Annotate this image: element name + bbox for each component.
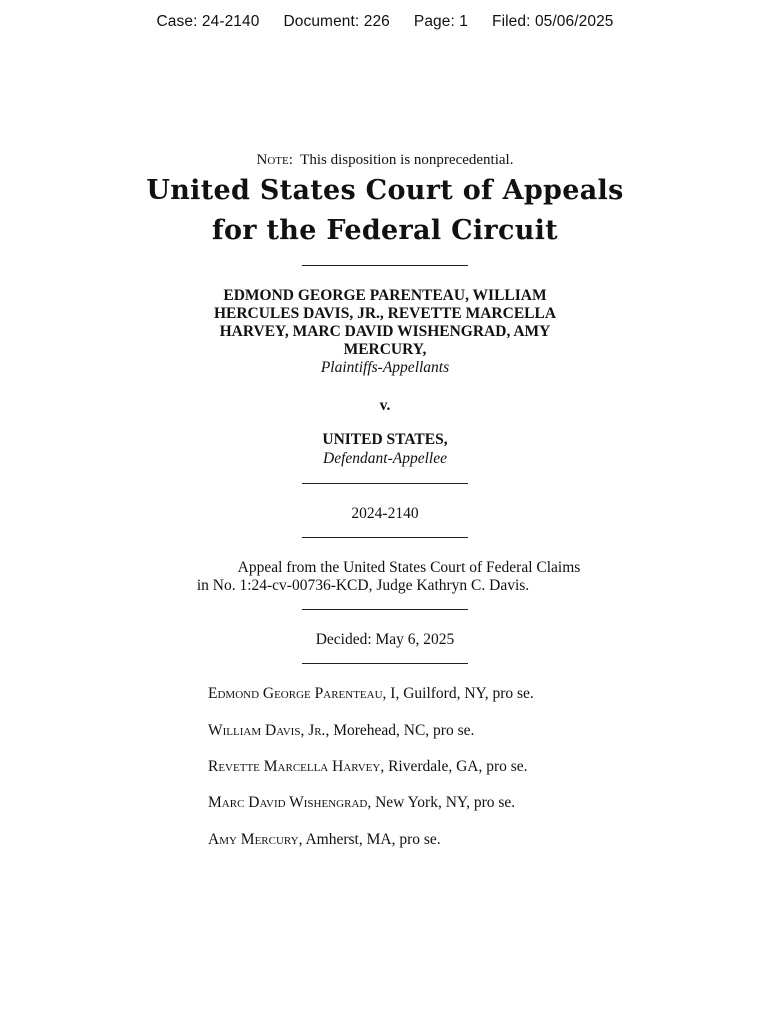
court-title-line2: for the Federal Circuit [212, 215, 558, 246]
note-text: This disposition is nonprecedential. [300, 152, 514, 168]
plaintiffs-names [0, 287, 770, 359]
counsel-entry [208, 722, 474, 740]
counsel-name: Marc David Wishengrad [208, 794, 368, 811]
counsel-details: , New York, NY, pro se. [367, 794, 516, 811]
counsel-details: , I, Guilford, NY, pro se. [382, 685, 534, 702]
divider [302, 537, 468, 538]
counsel-name: William Davis, Jr. [208, 722, 326, 739]
counsel-name: Revette Marcella Harvey [208, 758, 381, 775]
divider [302, 609, 468, 610]
decided-date: Decided: May 6, 2025 [315, 631, 455, 648]
filing-header [0, 13, 770, 31]
counsel-entry [208, 685, 534, 703]
note-label: Note: [256, 152, 293, 168]
document-number: Document: 226 [283, 13, 390, 30]
counsel-details: , Riverdale, GA, pro se. [380, 758, 528, 775]
docket-number: 2024-2140 [351, 505, 419, 522]
divider [302, 265, 468, 266]
defendant-name: UNITED STATES, [322, 431, 448, 448]
plaintiffs-name-line: HARVEY, MARC DAVID WISHENGRAD, AMY [219, 323, 551, 340]
appeal-line1: Appeal from the United States Court of Federal Claims [237, 559, 581, 576]
counsel-name: Amy Mercury [208, 831, 299, 848]
defendant-role: Defendant-Appellee [323, 450, 447, 467]
counsel-details: , Amherst, MA, pro se. [298, 831, 441, 848]
appeal-line2: in No. 1:24-cv-00736-KCD, Judge Kathryn C. Davis. [196, 577, 530, 594]
plaintiffs-name-line: MERCURY, [343, 341, 427, 358]
counsel-entry [208, 758, 528, 776]
plaintiffs-name-line: HERCULES DAVIS, JR., REVETTE MARCELLA [213, 305, 557, 322]
divider [302, 483, 468, 484]
court-title-line1: United States Court of Appeals [146, 175, 624, 206]
versus: v. [379, 397, 391, 414]
plaintiffs-name-line: EDMOND GEORGE PARENTEAU, WILLIAM [223, 287, 547, 304]
filed-date: Filed: 05/06/2025 [492, 13, 614, 30]
plaintiffs-role: Plaintiffs-Appellants [320, 359, 450, 376]
page-number: Page: 1 [413, 13, 469, 30]
counsel-name: Edmond George Parenteau [208, 685, 383, 702]
counsel-entry [208, 831, 441, 849]
counsel-entry [208, 794, 515, 812]
divider [302, 663, 468, 664]
disposition-note [0, 152, 770, 169]
counsel-details: , Morehead, NC, pro se. [325, 722, 475, 739]
case-number: Case: 24-2140 [156, 13, 260, 30]
